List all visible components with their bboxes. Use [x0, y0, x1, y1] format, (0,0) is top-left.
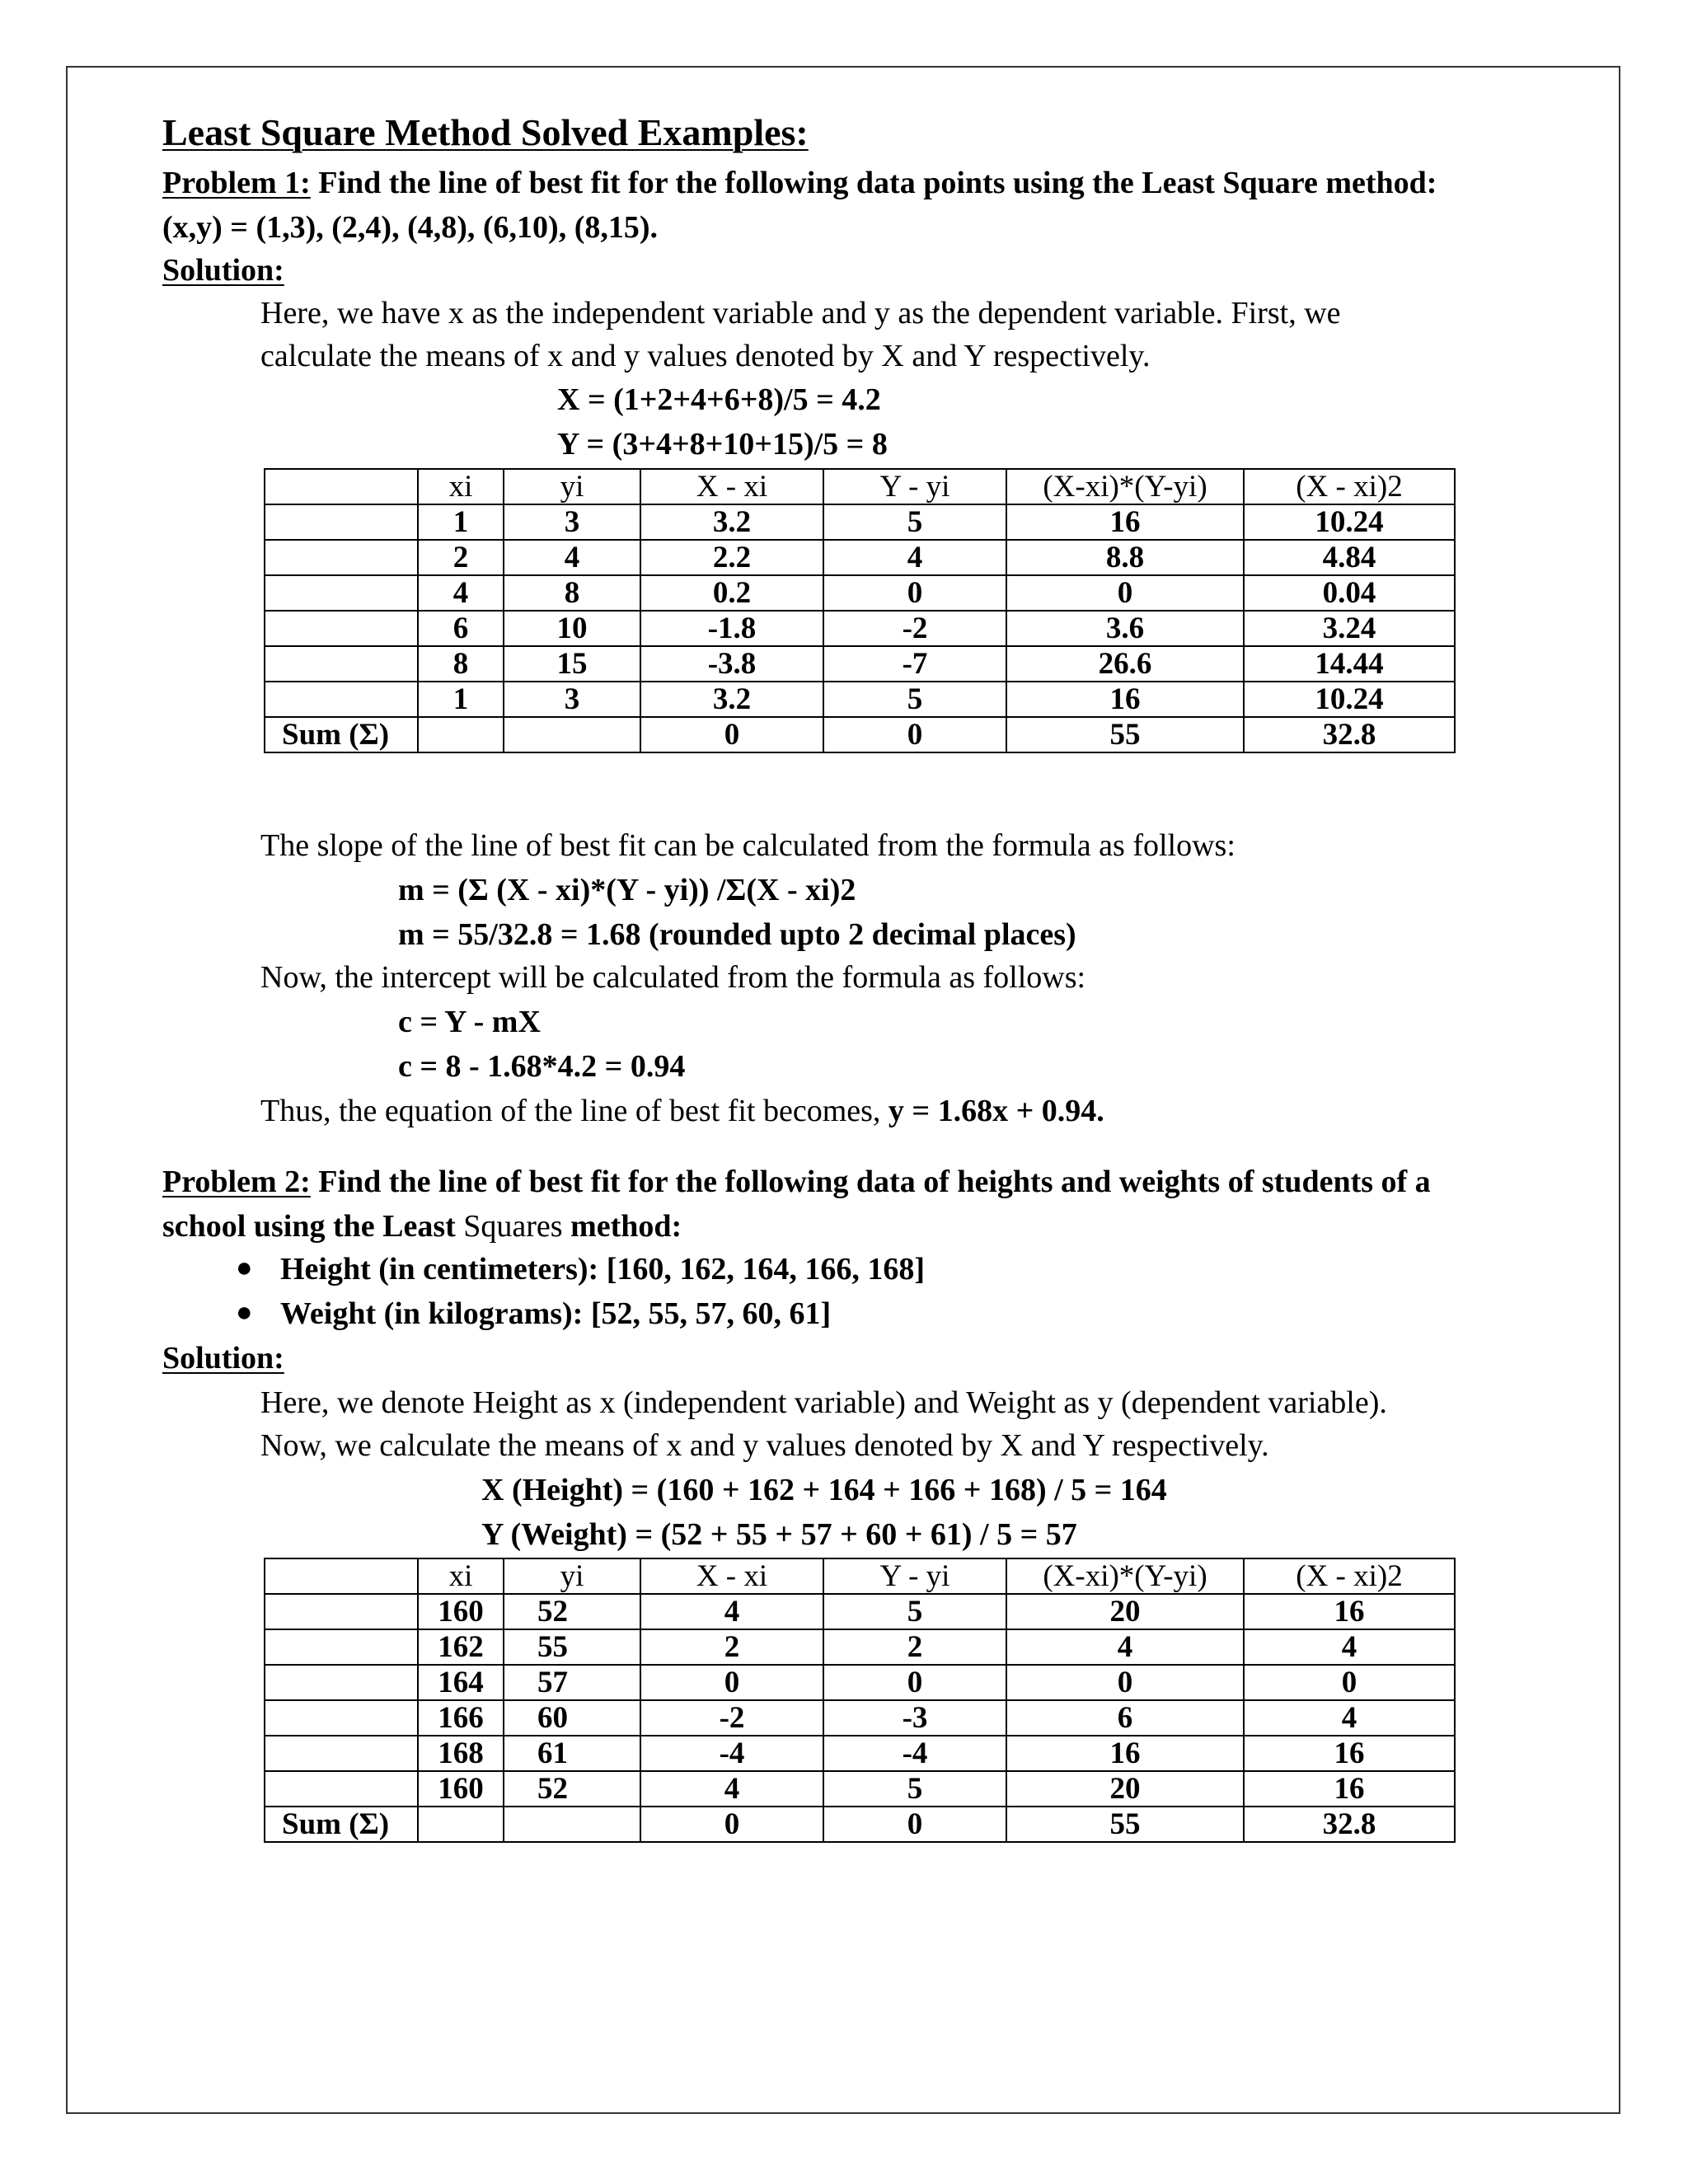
- table-cell-y-minus-yi: 0: [823, 1807, 1006, 1842]
- table-cell-square: 16: [1244, 1771, 1455, 1807]
- table-row: [265, 1700, 1455, 1736]
- table-cell-product: 55: [1006, 717, 1244, 752]
- table-cell-square: 4: [1244, 1629, 1455, 1665]
- bullet-icon: ●: [236, 1297, 253, 1328]
- problem-2-statement: [162, 1160, 1431, 1203]
- table-cell-xi: 162: [418, 1629, 504, 1665]
- table-cell-yi: 3: [504, 504, 640, 540]
- table-cell-y-minus-yi: 5: [823, 504, 1006, 540]
- table-cell-xi: 168: [418, 1736, 504, 1771]
- problem-2-text-2c: method:: [570, 1209, 682, 1244]
- intercept-value: c = 8 - 1.68*4.2 = 0.94: [398, 1049, 686, 1084]
- problem-1-intro-line-1: Here, we have x as the independent variable and y as the dependent variable. First, we: [260, 296, 1341, 330]
- problem-1-intro-line-2: calculate the means of x and y values denoted by X and Y respectively.: [260, 339, 1151, 373]
- table-row: [265, 504, 1455, 540]
- table-cell-label: [265, 1771, 418, 1807]
- table-cell-square: 16: [1244, 1736, 1455, 1771]
- table-row: [265, 1594, 1455, 1629]
- table-cell-square: 10.24: [1244, 682, 1455, 717]
- table-cell-xi: 6: [418, 611, 504, 646]
- table-cell-xi: 8: [418, 646, 504, 682]
- problem-2-table: [264, 1558, 1456, 1843]
- problem-1-mean-y: Y = (3+4+8+10+15)/5 = 8: [557, 427, 888, 462]
- table-cell-product: 16: [1006, 504, 1244, 540]
- problem-2-mean-x: X (Height) = (160 + 162 + 164 + 166 + 168) / 5 = 164: [481, 1473, 1167, 1507]
- table-cell-yi: 57: [504, 1665, 640, 1700]
- problem-1-solution-label: Solution:: [162, 253, 284, 288]
- table-cell-product: 16: [1006, 682, 1244, 717]
- page-title: Least Square Method Solved Examples:: [162, 111, 809, 153]
- table-cell-xi: xi: [418, 469, 504, 504]
- table-cell-y-minus-yi: 2: [823, 1629, 1006, 1665]
- table-cell-y-minus-yi: 0: [823, 717, 1006, 752]
- table-cell-x-minus-xi: 2: [640, 1629, 823, 1665]
- table-row: [265, 717, 1455, 752]
- bullet-weight: Weight (in kilograms): [52, 55, 57, 60, 61]: [280, 1296, 832, 1331]
- table-cell-x-minus-xi: 0: [640, 717, 823, 752]
- table-cell-x-minus-xi: 0: [640, 1807, 823, 1842]
- table-row: [265, 611, 1455, 646]
- conclusion-equation: y = 1.68x + 0.94.: [888, 1094, 1104, 1128]
- table-row: [265, 575, 1455, 611]
- table-cell-y-minus-yi: 0: [823, 1665, 1006, 1700]
- table-cell-x-minus-xi: X - xi: [640, 1558, 823, 1594]
- table-row: [265, 1736, 1455, 1771]
- table-cell-xi: 160: [418, 1771, 504, 1807]
- table-cell-product: 0: [1006, 575, 1244, 611]
- bullet-icon: ●: [236, 1253, 253, 1283]
- table-cell-y-minus-yi: -2: [823, 611, 1006, 646]
- table-cell-label: [265, 1558, 418, 1594]
- table-cell-xi: 4: [418, 575, 504, 611]
- table-cell-yi: 3: [504, 682, 640, 717]
- problem-1-statement: [162, 162, 1437, 204]
- table-row: [265, 1629, 1455, 1665]
- table-cell-product: 16: [1006, 1736, 1244, 1771]
- problem-2-statement-line-2: [162, 1205, 682, 1248]
- problem-2-mean-y: Y (Weight) = (52 + 55 + 57 + 60 + 61) / 5 = 57: [481, 1517, 1077, 1552]
- table-cell-product: 20: [1006, 1771, 1244, 1807]
- table-row: [265, 540, 1455, 575]
- table-cell-label: [265, 611, 418, 646]
- table-cell-x-minus-xi: 4: [640, 1771, 823, 1807]
- table-cell-label: [265, 469, 418, 504]
- table-cell-yi: 60: [504, 1700, 640, 1736]
- table-cell-product: 6: [1006, 1700, 1244, 1736]
- table-cell-x-minus-xi: X - xi: [640, 469, 823, 504]
- problem-2-intro-line-2: Now, we calculate the means of x and y values denoted by X and Y respectively.: [260, 1428, 1269, 1463]
- table-cell-y-minus-yi: 4: [823, 540, 1006, 575]
- table-cell-xi: [418, 1807, 504, 1842]
- table-header-row: [265, 1558, 1455, 1594]
- table-cell-x-minus-xi: 4: [640, 1594, 823, 1629]
- table-row: [265, 682, 1455, 717]
- table-cell-product: 26.6: [1006, 646, 1244, 682]
- conclusion-text: Thus, the equation of the line of best fit becomes,: [260, 1094, 889, 1128]
- table-cell-square: (X - xi)2: [1244, 1558, 1455, 1594]
- slope-value: m = 55/32.8 = 1.68 (rounded upto 2 decimal places): [398, 917, 1076, 952]
- bullet-height: Height (in centimeters): [160, 162, 164, 166, 168]: [280, 1252, 926, 1286]
- table-cell-yi: [504, 717, 640, 752]
- table-cell-label: [265, 1665, 418, 1700]
- table-cell-square: 14.44: [1244, 646, 1455, 682]
- slope-intro: The slope of the line of best fit can be calculated from the formula as follows:: [260, 828, 1236, 863]
- table-row: [265, 1807, 1455, 1842]
- table-cell-square: 0: [1244, 1665, 1455, 1700]
- problem-1-data-points: (x,y) = (1,3), (2,4), (4,8), (6,10), (8,15).: [162, 210, 659, 245]
- table-cell-x-minus-xi: 0: [640, 1665, 823, 1700]
- table-cell-yi: 8: [504, 575, 640, 611]
- intercept-formula: c = Y - mX: [398, 1005, 541, 1039]
- table-cell-product: (X-xi)*(Y-yi): [1006, 469, 1244, 504]
- table-cell-label: [265, 575, 418, 611]
- table-cell-y-minus-yi: 5: [823, 1594, 1006, 1629]
- problem-2-text: Find the line of best fit for the following data of heights and weights of students of a: [310, 1165, 1431, 1199]
- table-cell-xi: 2: [418, 540, 504, 575]
- table-cell-xi: xi: [418, 1558, 504, 1594]
- table-cell-square: 10.24: [1244, 504, 1455, 540]
- table-cell-y-minus-yi: -7: [823, 646, 1006, 682]
- table-cell-x-minus-xi: 3.2: [640, 682, 823, 717]
- table-cell-yi: 52: [504, 1771, 640, 1807]
- table-cell-label: [265, 1700, 418, 1736]
- table-cell-x-minus-xi: 2.2: [640, 540, 823, 575]
- table-cell-label: [265, 646, 418, 682]
- table-cell-xi: 166: [418, 1700, 504, 1736]
- intercept-intro: Now, the intercept will be calculated from the formula as follows:: [260, 960, 1086, 995]
- table-cell-product: 20: [1006, 1594, 1244, 1629]
- table-cell-label: [265, 504, 418, 540]
- table-cell-product: 0: [1006, 1665, 1244, 1700]
- problem-2-label: Problem 2:: [162, 1165, 311, 1199]
- table-cell-label: Sum (Σ): [265, 717, 418, 752]
- table-cell-yi: 55: [504, 1629, 640, 1665]
- table-cell-y-minus-yi: 5: [823, 682, 1006, 717]
- table-header-row: [265, 469, 1455, 504]
- table-cell-yi: 4: [504, 540, 640, 575]
- table-cell-label: [265, 1736, 418, 1771]
- table-cell-product: (X-xi)*(Y-yi): [1006, 1558, 1244, 1594]
- table-cell-yi: yi: [504, 469, 640, 504]
- table-cell-y-minus-yi: Y - yi: [823, 1558, 1006, 1594]
- table-cell-xi: 1: [418, 504, 504, 540]
- table-cell-x-minus-xi: -2: [640, 1700, 823, 1736]
- table-cell-xi: [418, 717, 504, 752]
- table-cell-label: [265, 540, 418, 575]
- table-cell-x-minus-xi: -3.8: [640, 646, 823, 682]
- table-cell-square: 0.04: [1244, 575, 1455, 611]
- table-cell-label: [265, 682, 418, 717]
- table-cell-product: 55: [1006, 1807, 1244, 1842]
- table-cell-y-minus-yi: -4: [823, 1736, 1006, 1771]
- table-cell-label: [265, 1594, 418, 1629]
- table-cell-product: 4: [1006, 1629, 1244, 1665]
- table-cell-square: 4.84: [1244, 540, 1455, 575]
- table-cell-xi: 164: [418, 1665, 504, 1700]
- table-cell-x-minus-xi: -1.8: [640, 611, 823, 646]
- table-row: [265, 1771, 1455, 1807]
- problem-2-text-2a: school using the Least: [162, 1209, 456, 1244]
- table-row: [265, 1665, 1455, 1700]
- table-cell-yi: yi: [504, 1558, 640, 1594]
- table-row: [265, 646, 1455, 682]
- problem-1-text: Find the line of best fit for the following data points using the Least Square method:: [310, 166, 1437, 200]
- table-cell-x-minus-xi: 0.2: [640, 575, 823, 611]
- table-cell-square: 32.8: [1244, 1807, 1455, 1842]
- table-cell-yi: 10: [504, 611, 640, 646]
- table-cell-square: 3.24: [1244, 611, 1455, 646]
- table-cell-x-minus-xi: -4: [640, 1736, 823, 1771]
- table-cell-xi: 160: [418, 1594, 504, 1629]
- slope-formula: m = (Σ (X - xi)*(Y - yi)) /Σ(X - xi)2: [398, 873, 856, 907]
- table-cell-xi: 1: [418, 682, 504, 717]
- table-cell-label: Sum (Σ): [265, 1807, 418, 1842]
- table-cell-yi: [504, 1807, 640, 1842]
- table-cell-product: 8.8: [1006, 540, 1244, 575]
- table-cell-yi: 52: [504, 1594, 640, 1629]
- problem-1-table: [264, 468, 1456, 753]
- table-cell-y-minus-yi: Y - yi: [823, 469, 1006, 504]
- table-cell-product: 3.6: [1006, 611, 1244, 646]
- problem-2-intro-line-1: Here, we denote Height as x (independent variable) and Weight as y (dependent variable).: [260, 1385, 1387, 1420]
- table-cell-yi: 15: [504, 646, 640, 682]
- table-cell-yi: 61: [504, 1736, 640, 1771]
- problem-1-conclusion: [260, 1090, 1104, 1132]
- table-cell-label: [265, 1629, 418, 1665]
- table-cell-y-minus-yi: -3: [823, 1700, 1006, 1736]
- table-cell-x-minus-xi: 3.2: [640, 504, 823, 540]
- problem-1-label: Problem 1:: [162, 166, 311, 200]
- table-cell-y-minus-yi: 5: [823, 1771, 1006, 1807]
- table-cell-y-minus-yi: 0: [823, 575, 1006, 611]
- problem-1-mean-x: X = (1+2+4+6+8)/5 = 4.2: [557, 382, 881, 417]
- table-cell-square: 16: [1244, 1594, 1455, 1629]
- table-cell-square: (X - xi)2: [1244, 469, 1455, 504]
- table-cell-square: 32.8: [1244, 717, 1455, 752]
- problem-2-solution-label: Solution:: [162, 1341, 284, 1376]
- table-cell-square: 4: [1244, 1700, 1455, 1736]
- problem-2-text-2b: Squares: [455, 1209, 571, 1244]
